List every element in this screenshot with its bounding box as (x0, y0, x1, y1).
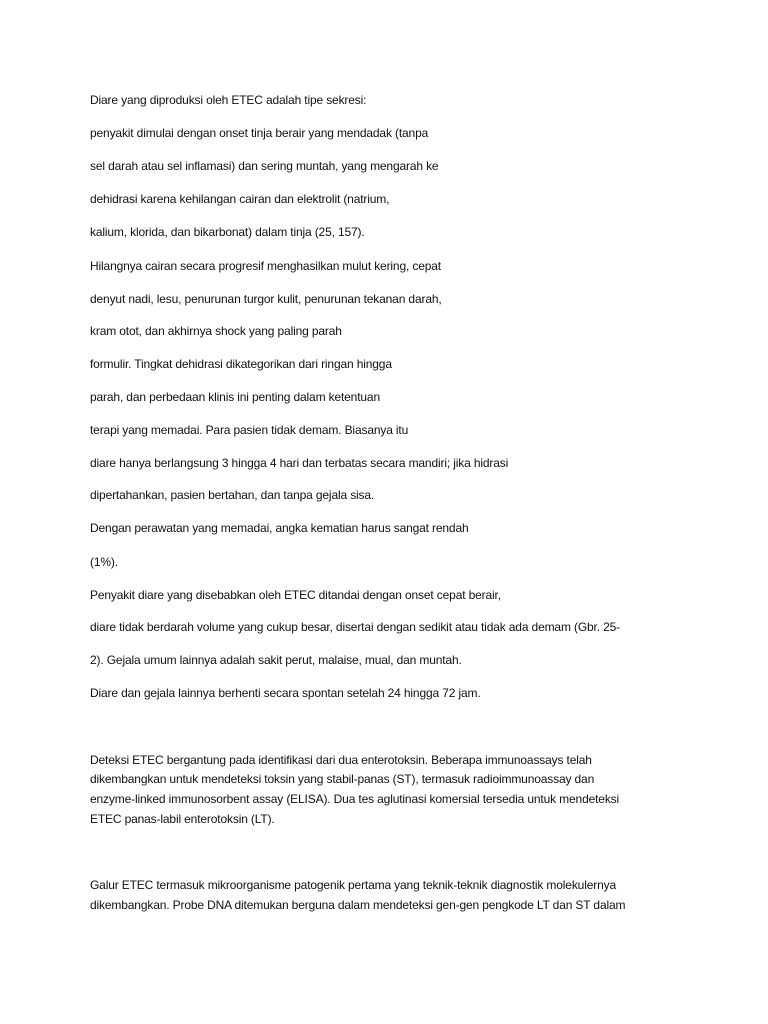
text-line: diare hanya berlangsung 3 hingga 4 hari dan terbatas secara mandiri; jika hidrasi (90, 456, 509, 470)
text-line: denyut nadi, lesu, penurunan turgor kulit, penurunan tekanan darah, (90, 292, 442, 306)
text-line: parah, dan perbedaan klinis ini penting dalam ketentuan (90, 390, 380, 404)
text-line: Diare yang diproduksi oleh ETEC adalah tipe sekresi: (90, 93, 367, 107)
text-line: diare tidak berdarah volume yang cukup besar, disertai dengan sedikit atau tidak ada demam (Gbr. 25- (90, 620, 620, 634)
text-line: kram otot, dan akhirnya shock yang paling parah (90, 324, 342, 338)
text-line: Galur ETEC termasuk mikroorganisme patogenik pertama yang teknik-teknik diagnostik molekulernya (90, 878, 616, 892)
text-line: Deteksi ETEC bergantung pada identifikasi dari dua enterotoksin. Beberapa immunoassays telah (90, 753, 592, 767)
text-line: dehidrasi karena kehilangan cairan dan elektrolit (natrium, (90, 192, 390, 206)
text-line: dipertahankan, pasien bertahan, dan tanpa gejala sisa. (90, 488, 375, 502)
text-line: formulir. Tingkat dehidrasi dikategorikan dari ringan hingga (90, 357, 392, 371)
text-line: Hilangnya cairan secara progresif menghasilkan mulut kering, cepat (90, 259, 441, 273)
text-line: penyakit dimulai dengan onset tinja berair yang mendadak (tanpa (90, 126, 429, 140)
text-line: sel darah atau sel inflamasi) dan sering muntah, yang mengarah ke (90, 159, 439, 173)
text-line: ETEC panas-labil enterotoksin (LT). (90, 812, 275, 826)
text-line: enzyme-linked immunosorbent assay (ELISA). Dua tes aglutinasi komersial tersedia untuk mendeteksi (90, 792, 620, 806)
text-line: (1%). (90, 555, 118, 569)
text-line: Diare dan gejala lainnya berhenti secara spontan setelah 24 hingga 72 jam. (90, 686, 481, 700)
text-line: dikembangkan. Probe DNA ditemukan berguna dalam mendeteksi gen-gen pengkode LT dan ST dalam (90, 898, 626, 912)
text-line: kalium, klorida, dan bikarbonat) dalam tinja (25, 157). (90, 225, 365, 239)
text-line: Penyakit diare yang disebabkan oleh ETEC ditandai dengan onset cepat berair, (90, 588, 501, 602)
text-line: Dengan perawatan yang memadai, angka kematian harus sangat rendah (90, 521, 469, 535)
text-line: 2). Gejala umum lainnya adalah sakit perut, malaise, mual, dan muntah. (90, 653, 462, 667)
text-line: dikembangkan untuk mendeteksi toksin yang stabil-panas (ST), termasuk radioimmunoassay dan (90, 772, 595, 786)
text-line: terapi yang memadai. Para pasien tidak demam. Biasanya itu (90, 423, 409, 437)
